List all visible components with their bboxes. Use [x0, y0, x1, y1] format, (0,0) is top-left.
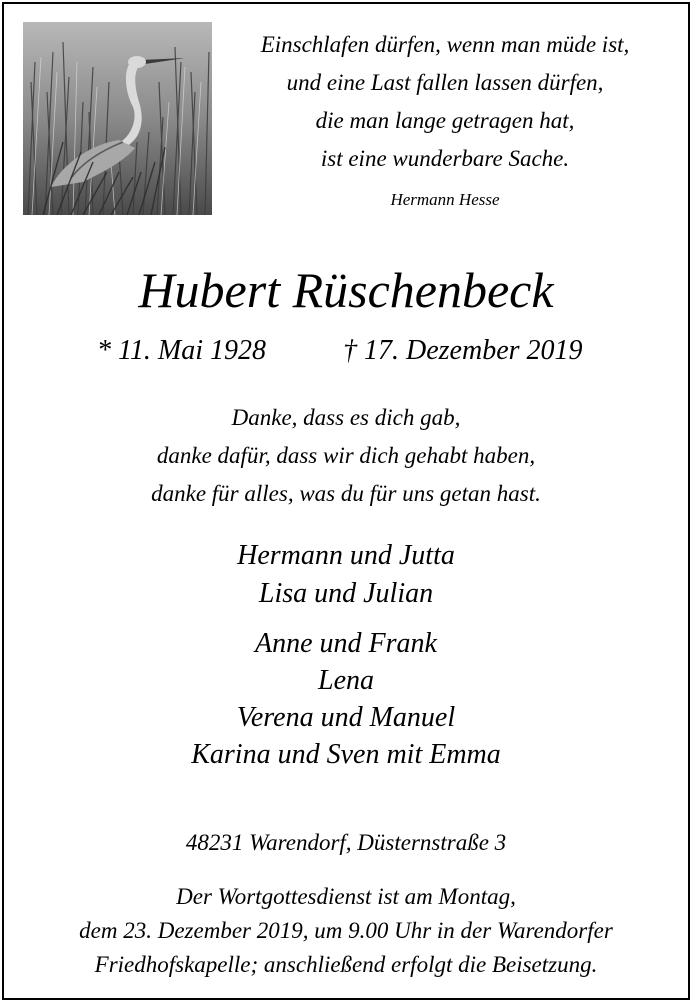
poem-line: ist eine wunderbare Sache. — [320, 146, 570, 171]
thanks-line: danke dafür, dass wir dich gehabt haben, — [156, 443, 536, 468]
family-member: Hermann und Jutta — [237, 540, 455, 571]
poem-line: und eine Last fallen lassen dürfen, — [286, 70, 604, 95]
family-member: Lisa und Julian — [258, 578, 434, 609]
family-group-2 — [0, 625, 692, 773]
service-line: Der Wortgottesdienst ist am Montag, — [176, 884, 516, 909]
address: 48231 Warendorf, Düsternstraße 3 — [185, 830, 507, 855]
deceased-name: Hubert Rüschenbeck — [138, 262, 554, 318]
family-member: Lena — [318, 665, 374, 696]
family-group-1 — [0, 537, 692, 613]
thanks-line: Danke, dass es dich gab, — [231, 405, 461, 430]
heron-image — [23, 22, 212, 215]
family-member: Verena und Manuel — [236, 702, 456, 733]
family-member: Karina und Sven mit Emma — [191, 739, 501, 770]
service-line: dem 23. Dezember 2019, um 9.00 Uhr in der Warendorfer — [79, 918, 613, 943]
thanks-line: danke für alles, was du für uns getan hast. — [151, 481, 541, 506]
poem-author: Hermann Hesse — [390, 190, 500, 209]
service-info — [0, 880, 692, 982]
poem-line: Einschlafen dürfen, wenn man müde ist, — [260, 32, 630, 57]
birth-date: * 11. Mai 1928 — [97, 335, 267, 366]
heron-photo — [23, 22, 212, 215]
poem-line: die man lange getragen hat, — [315, 108, 575, 133]
family-member: Anne und Frank — [255, 628, 437, 659]
thanks-text — [0, 399, 692, 513]
death-date: † 17. Dezember 2019 — [343, 335, 583, 366]
poem-quote — [215, 26, 675, 178]
service-line: Friedhofskapelle; anschließend erfolgt die Beisetzung. — [94, 952, 598, 977]
life-dates — [0, 331, 692, 371]
